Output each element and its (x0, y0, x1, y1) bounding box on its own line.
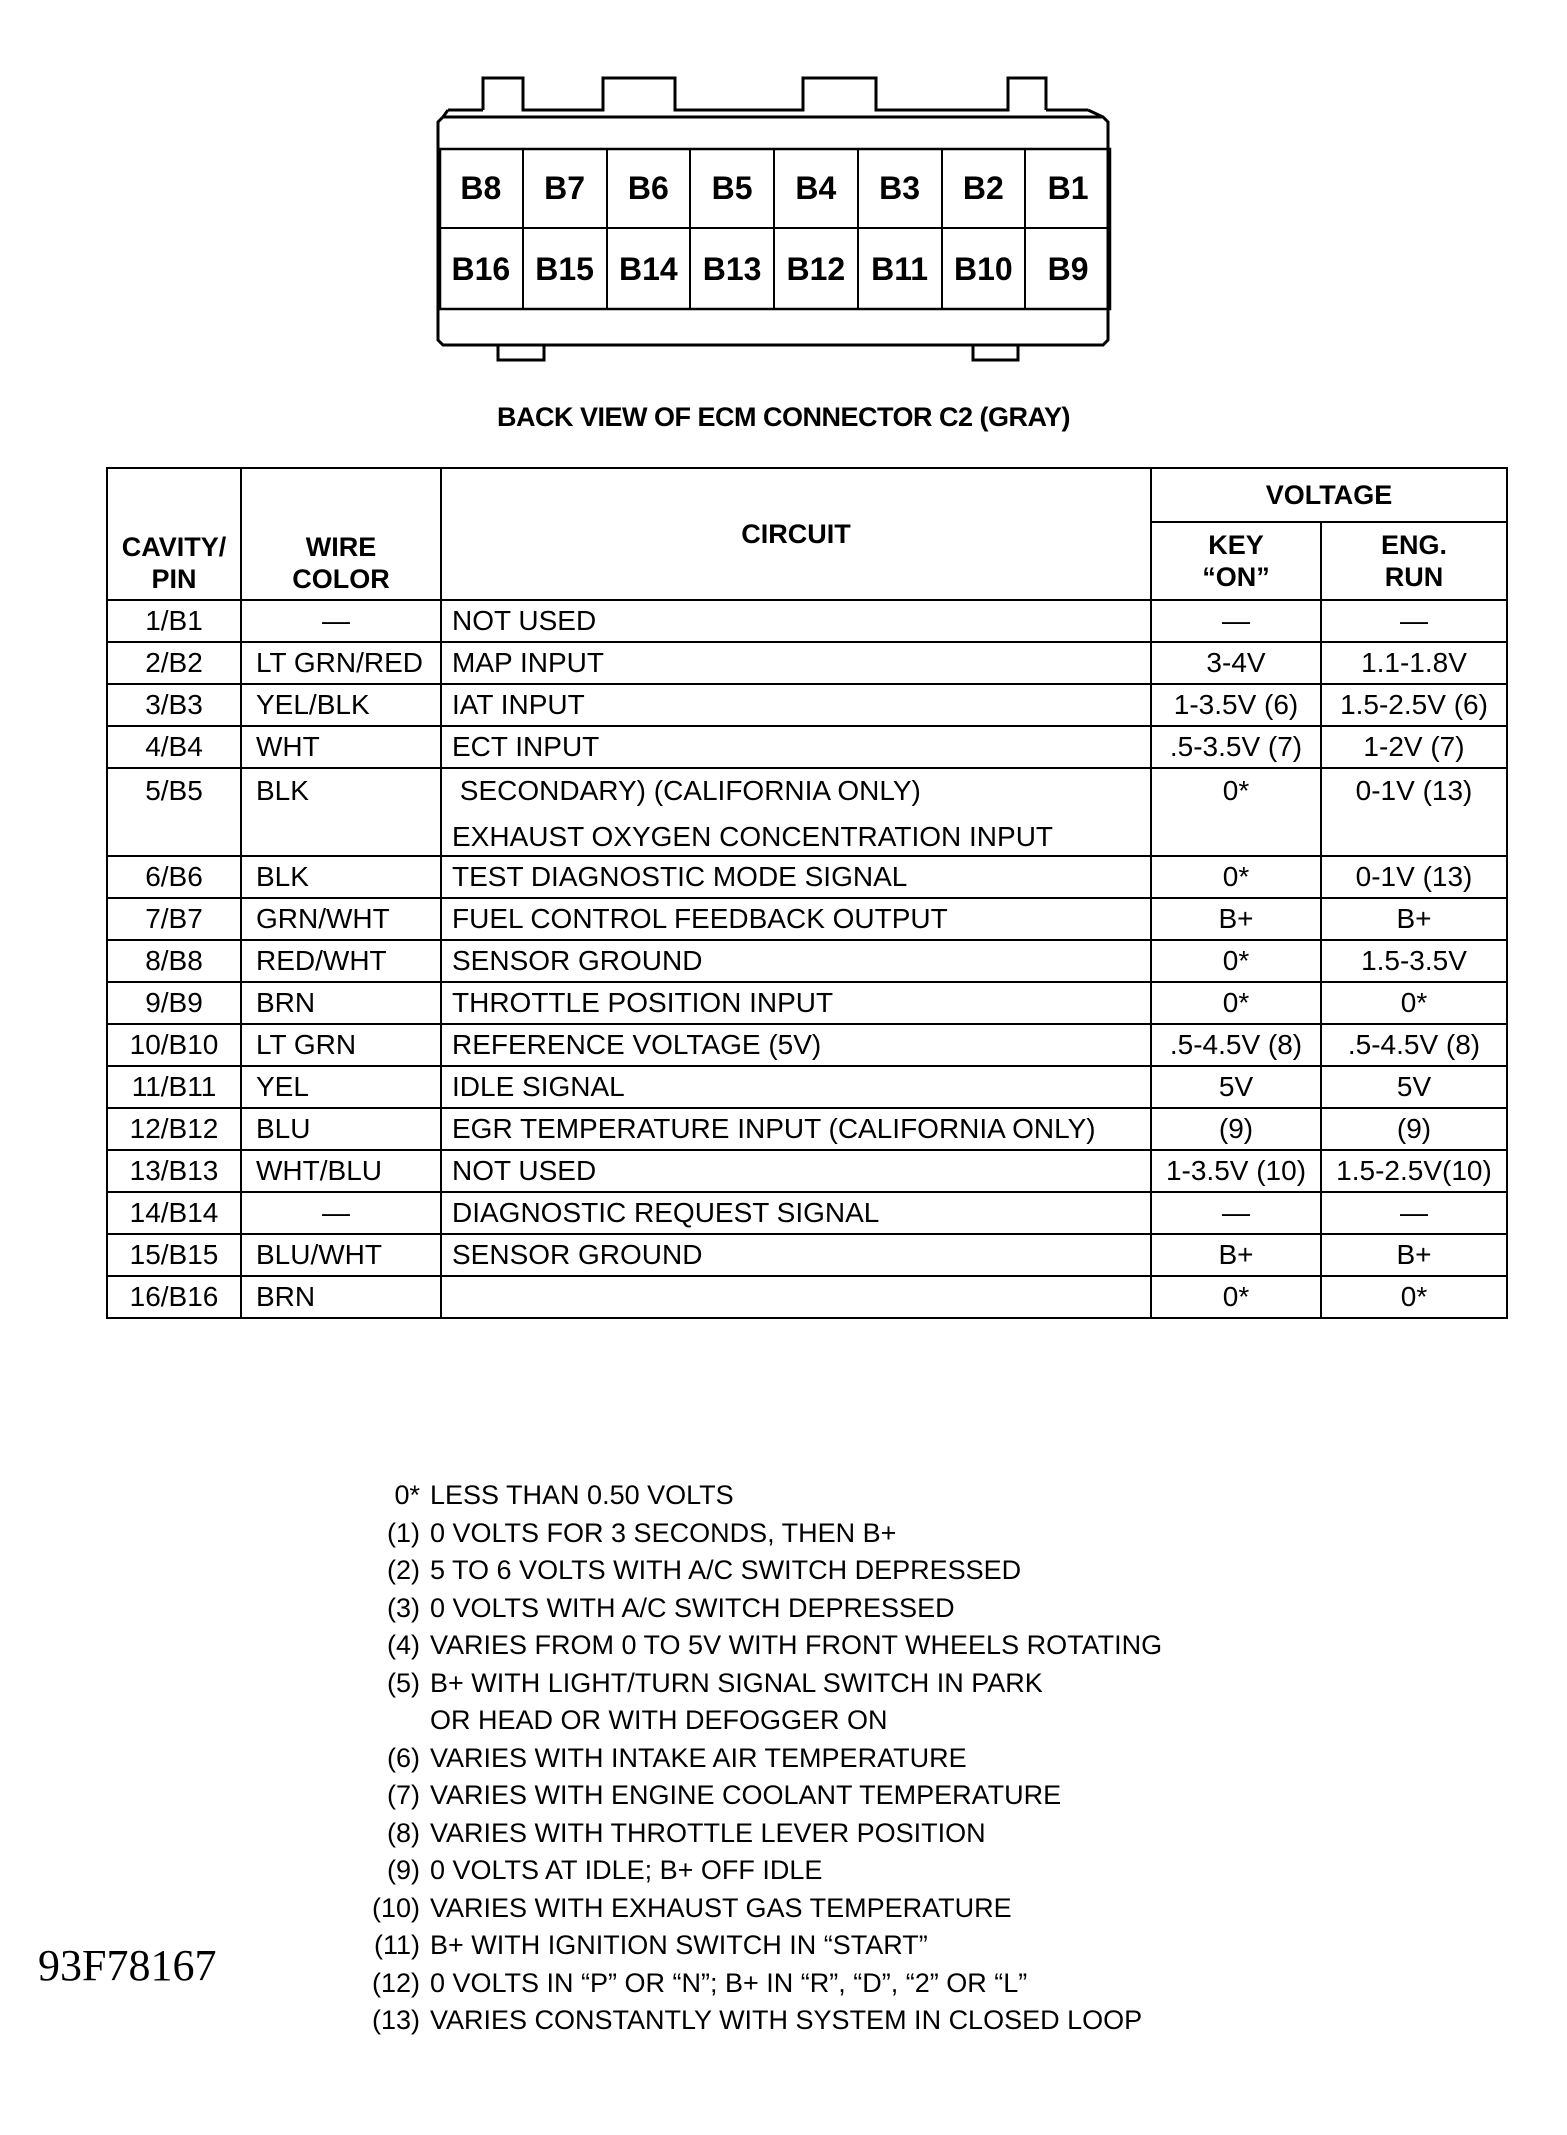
circuit-line: IAT INPUT (452, 689, 585, 720)
table-row (107, 898, 1507, 940)
cell-circuit (441, 982, 1151, 1024)
note-text: VARIES WITH ENGINE COOLANT TEMPERATURE (430, 1780, 1062, 1810)
pin-cell: B10 (943, 229, 1027, 309)
note-text: B+ WITH LIGHT/TURN SIGNAL SWITCH IN PARK (430, 1667, 1043, 1698)
pin-cell: B6 (608, 149, 692, 229)
cell-pin: 3/B3 (107, 684, 241, 726)
note-item (350, 1927, 1350, 1965)
header-circuit: CIRCUIT (441, 468, 1151, 600)
note-marker: (13) (371, 2005, 420, 2035)
cell-pin: 8/B8 (107, 940, 241, 982)
note-item (350, 1852, 1350, 1890)
table-row (107, 1024, 1507, 1066)
note-marker: (10) (371, 1892, 420, 1923)
cell-circuit (441, 684, 1151, 726)
cell-key-on-voltage: — (1151, 600, 1321, 642)
cell-circuit (441, 768, 1151, 856)
cell-eng-run-voltage: 1.1-1.8V (1321, 642, 1507, 684)
cell-wire-color: BLK (241, 856, 441, 898)
cell-wire-color: BLK (241, 768, 441, 856)
cell-eng-run-voltage: — (1321, 600, 1507, 642)
note-marker (350, 1702, 430, 1740)
circuit-line: FUEL CONTROL FEEDBACK OUTPUT (452, 903, 948, 934)
figure-id: 93F78167 (38, 1941, 217, 1990)
pin-cell: B5 (691, 149, 775, 229)
table-row (107, 982, 1507, 1024)
header-eng-run: ENG. RUN (1321, 522, 1507, 600)
cell-pin: 1/B1 (107, 600, 241, 642)
note-marker: (7) (387, 1780, 420, 1810)
pin-cell: B15 (524, 229, 608, 309)
table-body (107, 600, 1507, 1318)
note-marker: (12) (371, 1967, 420, 1998)
note-marker: (4) (387, 1630, 420, 1660)
pin-cell: B4 (775, 149, 859, 229)
circuit-line: SENSOR GROUND (452, 945, 703, 976)
circuit-line: SECONDARY) (CALIFORNIA ONLY) (452, 775, 921, 806)
cell-eng-run-voltage: 0-1V (13) (1321, 768, 1507, 856)
pin-cell: B11 (859, 229, 943, 309)
table-row (107, 1108, 1507, 1150)
cell-wire-color: LT GRN/RED (241, 642, 441, 684)
table-row (107, 940, 1507, 982)
cell-key-on-voltage: 0* (1151, 856, 1321, 898)
cell-pin: 5/B5 (107, 768, 241, 856)
note-text: VARIES CONSTANTLY WITH SYSTEM IN CLOSED LOOP (430, 2005, 1143, 2035)
cell-circuit (441, 856, 1151, 898)
cell-circuit (441, 600, 1151, 642)
table-row (107, 600, 1507, 642)
cell-wire-color: — (241, 600, 441, 642)
pin-cell: B2 (943, 149, 1027, 229)
note-marker: (2) (387, 1555, 420, 1585)
note-item (350, 1965, 1350, 2003)
cell-circuit (441, 1150, 1151, 1192)
cell-key-on-voltage: .5-4.5V (8) (1151, 1024, 1321, 1066)
note-marker: 0* (394, 1480, 420, 1510)
circuit-line: SENSOR GROUND (452, 1239, 703, 1270)
note-text: LESS THAN 0.50 VOLTS (430, 1480, 734, 1510)
note-marker: (9) (387, 1855, 420, 1885)
circuit-line: MAP INPUT (452, 647, 604, 678)
cell-pin: 12/B12 (107, 1108, 241, 1150)
note-marker: (8) (387, 1817, 420, 1848)
circuit-line: ECT INPUT (452, 731, 600, 762)
table-row (107, 1192, 1507, 1234)
cell-pin: 6/B6 (107, 856, 241, 898)
cell-key-on-voltage: B+ (1151, 1234, 1321, 1276)
note-marker: (5) (387, 1667, 420, 1698)
header-cavity-pin: CAVITY/ PIN (107, 468, 241, 600)
cell-key-on-voltage: 0* (1151, 940, 1321, 982)
cell-circuit (441, 1108, 1151, 1150)
cell-eng-run-voltage: 1.5-2.5V(10) (1321, 1150, 1507, 1192)
cell-pin: 10/B10 (107, 1024, 241, 1066)
cell-eng-run-voltage: 5V (1321, 1066, 1507, 1108)
cell-key-on-voltage: .5-3.5V (7) (1151, 726, 1321, 768)
pin-cell: B9 (1047, 250, 1089, 287)
circuit-line: TEST DIAGNOSTIC MODE SIGNAL (452, 861, 908, 892)
note-item (350, 1552, 1350, 1590)
note-item (350, 1890, 1350, 1928)
pin-voltage-table (106, 467, 1508, 1319)
cell-circuit (441, 1024, 1151, 1066)
note-text: VARIES WITH EXHAUST GAS TEMPERATURE (430, 1892, 1012, 1923)
table-row (107, 726, 1507, 768)
cell-eng-run-voltage: B+ (1321, 1234, 1507, 1276)
cell-key-on-voltage: (9) (1151, 1108, 1321, 1150)
table-row (107, 768, 1507, 856)
pin-grid (440, 149, 1110, 309)
cell-circuit (441, 898, 1151, 940)
cell-wire-color: RED/WHT (241, 940, 441, 982)
header-voltage: VOLTAGE (1151, 468, 1507, 522)
cell-eng-run-voltage: .5-4.5V (8) (1321, 1024, 1507, 1066)
pin-cell: B12 (775, 229, 859, 309)
cell-wire-color: WHT (241, 726, 441, 768)
note-item (350, 1590, 1350, 1628)
cell-pin: 11/B11 (107, 1066, 241, 1108)
cell-circuit (441, 1192, 1151, 1234)
circuit-line-2: EXHAUST OXYGEN CONCENTRATION INPUT (452, 821, 1054, 852)
footnotes (350, 1477, 1350, 2040)
cell-circuit (441, 726, 1151, 768)
cell-wire-color: YEL (241, 1066, 441, 1108)
cell-eng-run-voltage: 0* (1321, 1276, 1507, 1318)
cell-key-on-voltage: — (1151, 1192, 1321, 1234)
note-text: B+ WITH IGNITION SWITCH IN “START” (430, 1930, 928, 1960)
note-marker: (1) (387, 1517, 420, 1548)
table-row (107, 856, 1507, 898)
cell-pin: 7/B7 (107, 898, 241, 940)
note-item (350, 1627, 1350, 1665)
cell-key-on-voltage: 0* (1151, 768, 1321, 856)
cell-wire-color: BRN (241, 1276, 441, 1318)
cell-circuit (441, 1234, 1151, 1276)
cell-pin: 13/B13 (107, 1150, 241, 1192)
cell-wire-color: LT GRN (241, 1024, 441, 1066)
note-text: 0 VOLTS IN “P” OR “N”; B+ IN “R”, “D”, “2” OR “L” (430, 1967, 1028, 1998)
cell-eng-run-voltage: B+ (1321, 898, 1507, 940)
table-row (107, 1276, 1507, 1318)
cell-wire-color: BLU/WHT (241, 1234, 441, 1276)
note-item (350, 2002, 1350, 2040)
ecm-connector-diagram (428, 70, 1118, 370)
cell-eng-run-voltage: 1.5-3.5V (1321, 940, 1507, 982)
cell-circuit (441, 1276, 1151, 1318)
cell-pin: 14/B14 (107, 1192, 241, 1234)
note-text: 5 TO 6 VOLTS WITH A/C SWITCH DEPRESSED (430, 1555, 1022, 1585)
cell-wire-color: GRN/WHT (241, 898, 441, 940)
pin-cell: B3 (859, 149, 943, 229)
cell-pin: 15/B15 (107, 1234, 241, 1276)
header-key-on: KEY “ON” (1151, 522, 1321, 600)
table-row (107, 1150, 1507, 1192)
cell-wire-color: BLU (241, 1108, 441, 1150)
diagram-caption: BACK VIEW OF ECM CONNECTOR C2 (GRAY) (496, 402, 1071, 432)
cell-pin: 9/B9 (107, 982, 241, 1024)
pin-cell: B14 (608, 229, 692, 309)
note-item (350, 1702, 1350, 1740)
note-item (350, 1740, 1350, 1778)
note-text: VARIES FROM 0 TO 5V WITH FRONT WHEELS ROTATING (430, 1630, 1163, 1660)
cell-circuit (441, 642, 1151, 684)
circuit-line: NOT USED (452, 1155, 597, 1186)
pin-cell: B1 (1026, 149, 1110, 229)
cell-eng-run-voltage: 0* (1321, 982, 1507, 1024)
cell-circuit (441, 940, 1151, 982)
circuit-line: NOT USED (452, 605, 597, 636)
pin-cell: B16 (440, 229, 524, 309)
cell-key-on-voltage: 0* (1151, 1276, 1321, 1318)
note-item (350, 1815, 1350, 1853)
note-text: 0 VOLTS AT IDLE; B+ OFF IDLE (430, 1855, 823, 1885)
table-row (107, 684, 1507, 726)
cell-wire-color: YEL/BLK (241, 684, 441, 726)
note-marker: (6) (387, 1742, 420, 1773)
cell-pin: 16/B16 (107, 1276, 241, 1318)
cell-eng-run-voltage: (9) (1321, 1108, 1507, 1150)
note-marker: (11) (373, 1930, 420, 1960)
cell-eng-run-voltage: 1.5-2.5V (6) (1321, 684, 1507, 726)
pin-cell: B8 (440, 149, 524, 229)
circuit-line: IDLE SIGNAL (452, 1071, 625, 1102)
note-item (350, 1777, 1350, 1815)
table-row (107, 1066, 1507, 1108)
cell-key-on-voltage: 1-3.5V (6) (1151, 684, 1321, 726)
circuit-line: THROTTLE POSITION INPUT (452, 987, 834, 1018)
table-row (107, 1234, 1507, 1276)
cell-eng-run-voltage: 1-2V (7) (1321, 726, 1507, 768)
cell-eng-run-voltage: — (1321, 1192, 1507, 1234)
cell-eng-run-voltage: 0-1V (13) (1321, 856, 1507, 898)
cell-key-on-voltage: 3-4V (1151, 642, 1321, 684)
circuit-line: EGR TEMPERATURE INPUT (CALIFORNIA ONLY) (452, 1113, 1096, 1144)
cell-key-on-voltage: B+ (1151, 898, 1321, 940)
cell-wire-color: — (241, 1192, 441, 1234)
note-item (350, 1515, 1350, 1553)
cell-pin: 4/B4 (107, 726, 241, 768)
circuit-line: DIAGNOSTIC REQUEST SIGNAL (452, 1197, 880, 1228)
circuit-line: REFERENCE VOLTAGE (5V) (452, 1029, 822, 1060)
note-text: VARIES WITH INTAKE AIR TEMPERATURE (430, 1742, 967, 1773)
cell-wire-color: WHT/BLU (241, 1150, 441, 1192)
cell-key-on-voltage: 5V (1151, 1066, 1321, 1108)
pin-cell: B13 (691, 229, 775, 309)
note-marker: (3) (387, 1592, 420, 1623)
note-text: OR HEAD OR WITH DEFOGGER ON (430, 1705, 888, 1735)
cell-key-on-voltage: 1-3.5V (10) (1151, 1150, 1321, 1192)
note-text: 0 VOLTS FOR 3 SECONDS, THEN B+ (430, 1517, 897, 1548)
cell-circuit (441, 1066, 1151, 1108)
header-wire-color: WIRE COLOR (241, 468, 441, 600)
note-text: VARIES WITH THROTTLE LEVER POSITION (430, 1817, 986, 1848)
cell-pin: 2/B2 (107, 642, 241, 684)
cell-wire-color: BRN (241, 982, 441, 1024)
note-item (350, 1665, 1350, 1703)
note-text: 0 VOLTS WITH A/C SWITCH DEPRESSED (430, 1592, 955, 1623)
cell-key-on-voltage: 0* (1151, 982, 1321, 1024)
pin-cell: B7 (524, 149, 608, 229)
note-item (350, 1477, 1350, 1515)
table-row (107, 642, 1507, 684)
